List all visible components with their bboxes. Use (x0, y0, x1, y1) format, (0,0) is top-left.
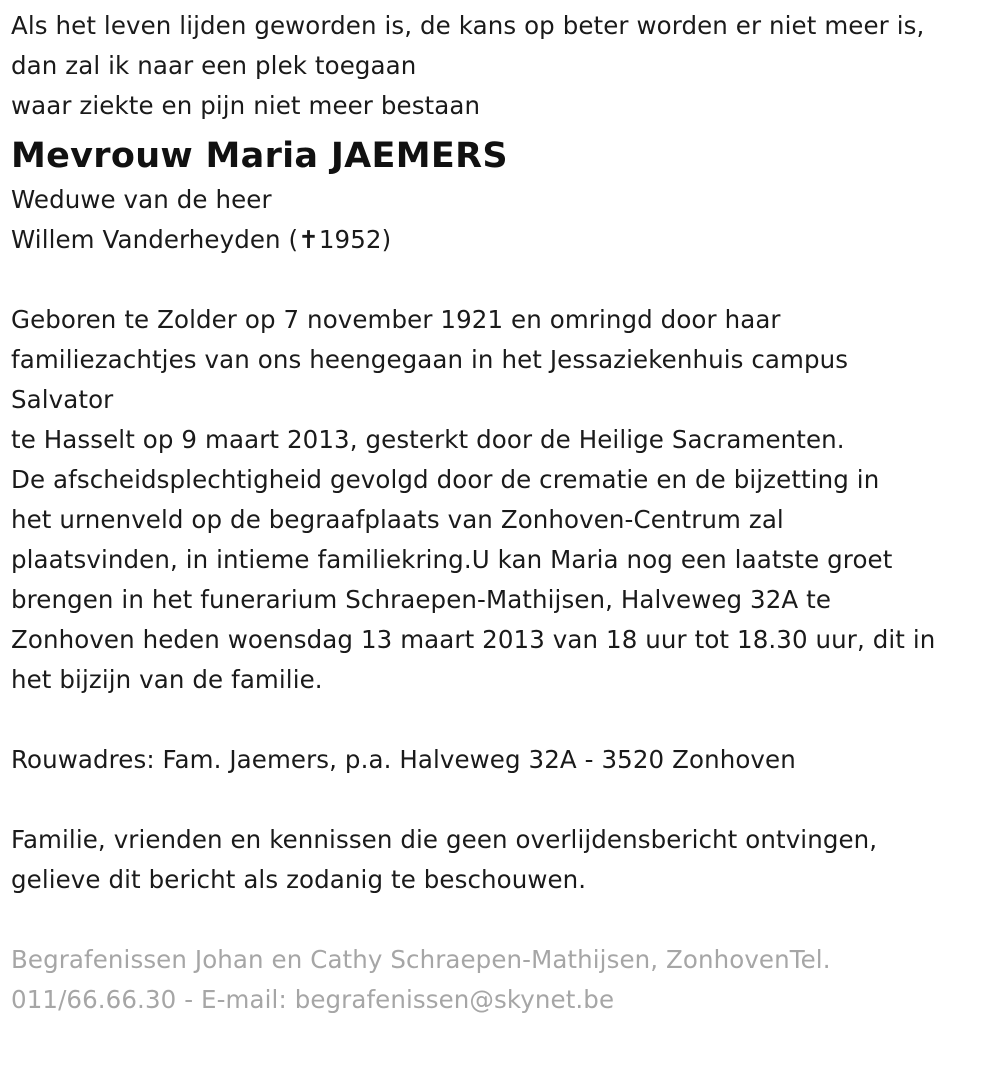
poem-line: dan zal ik naar een plek toegaan (11, 51, 417, 80)
announcement-line: het urnenveld op de begraafplaats van Zonhoven-Centrum zal (11, 505, 784, 534)
poem-line: waar ziekte en pijn niet meer bestaan (11, 91, 481, 120)
undertaker-line: Begrafenissen Johan en Cathy Schraepen-Mathijsen, ZonhovenTel. (11, 945, 831, 974)
notice-line: Familie, vrienden en kennissen die geen overlijdensbericht ontvingen, (11, 825, 878, 854)
announcement-line: De afscheidsplechtigheid gevolgd door de crematie en de bijzetting in (11, 465, 880, 494)
undertaker-line: 011/66.66.30 - E-mail: begrafenissen@skynet.be (11, 985, 615, 1014)
announcement-line: het bijzijn van de familie. (11, 665, 323, 694)
poem (11, 6, 996, 126)
spacer (11, 260, 996, 300)
notice-line: gelieve dit bericht als zodanig te beschouwen. (11, 865, 587, 894)
announcement-line: Zonhoven heden woensdag 13 maart 2013 van 18 uur tot 18.30 uur, dit in (11, 625, 936, 654)
notice (11, 820, 996, 900)
poem-line: Als het leven lijden geworden is, de kans op beter worden er niet meer is, (11, 11, 925, 40)
announcement-line: Geboren te Zolder op 7 november 1921 en omringd door haar (11, 305, 781, 334)
spacer (11, 700, 996, 740)
announcement (11, 300, 996, 700)
announcement-line: brengen in het funerarium Schraepen-Mathijsen, Halveweg 32A te (11, 585, 832, 614)
deceased-name: Mevrouw Maria JAEMERS (11, 136, 508, 176)
spacer (11, 900, 996, 940)
undertaker-footer (11, 940, 996, 1020)
deceased-block (11, 132, 996, 260)
announcement-line: te Hasselt op 9 maart 2013, gesterkt door de Heilige Sacramenten. (11, 425, 845, 454)
announcement-line: familiezachtjes van ons heengegaan in het Jessaziekenhuis campus (11, 345, 849, 374)
spouse-line: Willem Vanderheyden (✝1952) (11, 225, 392, 254)
announcement-line: Salvator (11, 385, 114, 414)
spacer (11, 780, 996, 820)
mourning-address: Rouwadres: Fam. Jaemers, p.a. Halveweg 32A - 3520 Zonhoven (11, 745, 796, 774)
announcement-line: plaatsvinden, in intieme familiekring.U kan Maria nog een laatste groet (11, 545, 893, 574)
death-notice (11, 6, 996, 1020)
widow-line: Weduwe van de heer (11, 185, 272, 214)
